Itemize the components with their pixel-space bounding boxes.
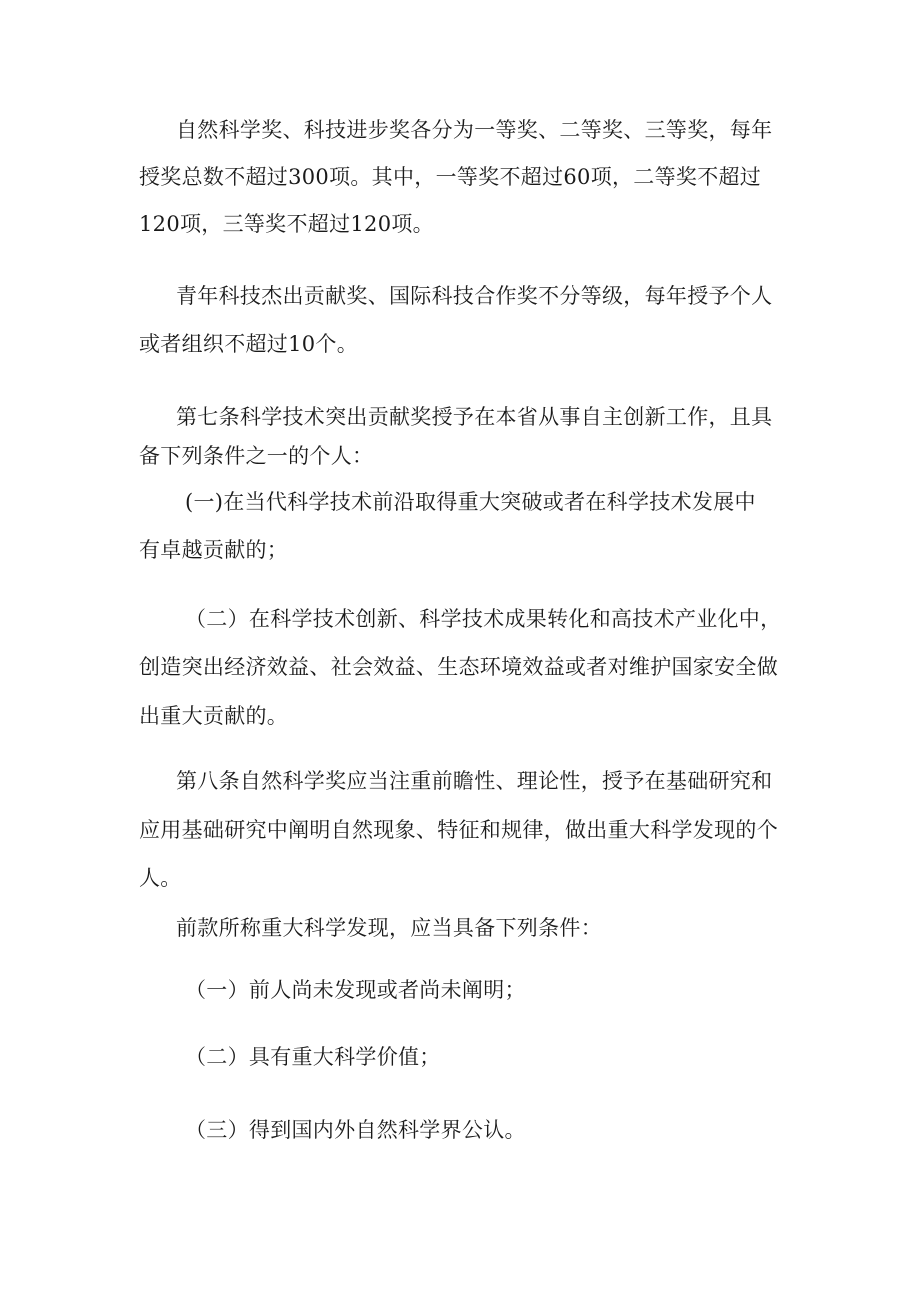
- paragraph-line: 自然科学奖、科技进步奖各分为一等奖、二等奖、三等奖，每年: [176, 118, 773, 142]
- paragraph-line: 第七条科学技术突出贡献奖授予在本省从事自主创新工作，且具: [176, 405, 773, 429]
- paragraph-line: 授奖总数不超过300项。其中，一等奖不超过60项，二等奖不超过: [139, 165, 762, 189]
- paragraph-line: 前款所称重大科学发现，应当具备下列条件：: [176, 916, 602, 940]
- paragraph-line: 备下列条件之一的个人：: [139, 444, 374, 468]
- list-item: （一）前人尚未发现或者尚未阐明；: [185, 978, 526, 1002]
- paragraph-line: 或者组织不超过10个。: [139, 332, 359, 356]
- paragraph-line: 120项，三等奖不超过120项。: [139, 212, 434, 236]
- paragraph-line: 创造突出经济效益、社会效益、生态环境效益或者对维护国家安全做: [139, 655, 778, 679]
- paragraph-line: 人。: [139, 866, 182, 890]
- paragraph-line: (一)在当代科学技术前沿取得重大突破或者在科学技术发展中: [185, 490, 756, 514]
- paragraph-line: 第八条自然科学奖应当注重前瞻性、理论性，授予在基础研究和: [176, 769, 773, 793]
- paragraph-line: 应用基础研究中阐明自然现象、特征和规律，做出重大科学发现的个: [139, 818, 778, 842]
- list-item: （三）得到国内外自然科学界公认。: [185, 1118, 526, 1142]
- paragraph-line: （二）在科学技术创新、科学技术成果转化和高技术产业化中，: [185, 607, 782, 631]
- paragraph-line: 出重大贡献的。: [139, 704, 289, 728]
- paragraph-line: 有卓越贡献的；: [139, 538, 289, 562]
- paragraph-line: 青年科技杰出贡献奖、国际科技合作奖不分等级，每年授予个人: [176, 284, 773, 308]
- list-item: （二）具有重大科学价值；: [185, 1045, 441, 1069]
